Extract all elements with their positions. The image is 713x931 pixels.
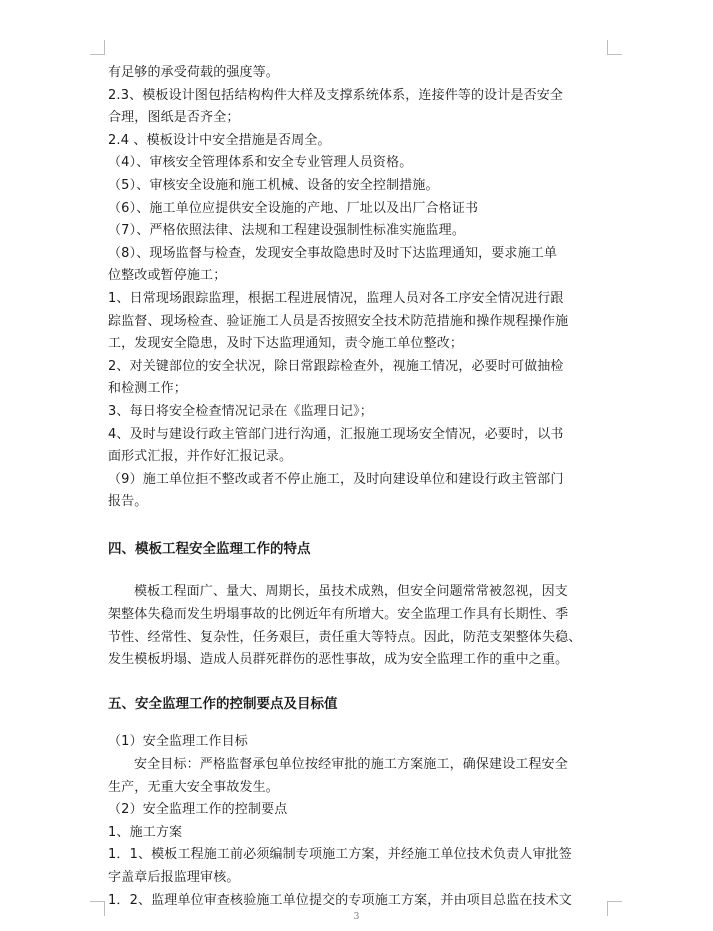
text-line: 报告。 bbox=[108, 494, 148, 510]
text-line: 和检测工作； bbox=[108, 381, 187, 397]
text-line: 2.4 、模板设计中安全措施是否周全。 bbox=[108, 132, 331, 148]
crop-mark-top-right bbox=[607, 40, 622, 55]
text-line: 1．2、监理单位审查核验施工单位提交的专项施工方案，并由项目总监在技术文 bbox=[108, 892, 572, 908]
text-line: 字盖章后报监理审核。 bbox=[108, 870, 240, 885]
text-line: 1、施工方案 bbox=[108, 824, 183, 840]
text-line: 有足够的承受荷载的强度等。 bbox=[108, 65, 279, 80]
text-line: （2）安全监理工作的控制要点 bbox=[108, 802, 288, 818]
page-body bbox=[108, 62, 608, 912]
text-line: （9）施工单位拒不整改或者不停止施工，及时向建设单位和建设行政主管部门 bbox=[108, 471, 564, 487]
text-line: 面形式汇报，并作好汇报记录。 bbox=[108, 449, 293, 465]
text-line: 1．1、模板工程施工前必须编制专项施工方案，并经施工单位技术负责人审批签 bbox=[108, 847, 572, 863]
text-line: 工，发现安全隐患，及时下达监理通知，责令施工单位整改； bbox=[108, 336, 464, 352]
paragraph-line: 节性、经常性、复杂性，任务艰巨，责任重大等特点。因此，防范支架整体失稳、 bbox=[108, 629, 582, 645]
text-line: （5）、审核安全设施和施工机械、设备的安全控制措施。 bbox=[108, 177, 439, 193]
text-line: 合理，图纸是否齐全； bbox=[108, 110, 240, 126]
page-number: 3 bbox=[353, 912, 360, 922]
text-line: 1、日常现场跟踪监理，根据工程进展情况，监理人员对各工序安全情况进行跟 bbox=[108, 290, 564, 306]
paragraph-line: 发生模板坍塌、造成人员群死群伤的恶性事故，成为安全监理工作的重中之重。 bbox=[108, 652, 569, 668]
text-line: 4、及时与建设行政主管部门进行沟通，汇报施工现场安全情况，必要时，以书 bbox=[108, 426, 564, 442]
text-line: （1）安全监理工作目标 bbox=[108, 734, 248, 750]
text-line: 踪监督、现场检查、验证施工人员是否按照安全技术防范措施和操作规程操作施 bbox=[108, 313, 569, 329]
text-line: （7）、严格依照法律、法规和工程建设强制性标准实施监理。 bbox=[108, 223, 465, 239]
text-line: （6）、施工单位应提供安全设施的产地、厂址以及出厂合格证书 bbox=[108, 200, 479, 216]
text-line: 安全目标：严格监督承包单位按经审批的施工方案施工，确保建设工程安全 bbox=[134, 757, 568, 773]
text-line: 3、每日将安全检查情况记录在《监理日记》； bbox=[108, 403, 373, 419]
section-heading-4: 四、模板工程安全监理工作的特点 bbox=[108, 540, 311, 557]
section-heading-5: 五、安全监理工作的控制要点及目标值 bbox=[108, 695, 338, 712]
text-line: 2.3、模板设计图包括结构构件大样及支撑系统体系，连接件等的设计是否安全 bbox=[108, 87, 564, 103]
text-line: 2、对关键部位的安全状况，除日常跟踪检查外，视施工情况，必要时可做抽检 bbox=[108, 358, 564, 374]
text-line: 生产，无重大安全事故发生。 bbox=[108, 779, 279, 795]
paragraph-line: 模板工程面广、量大、周期长，虽技术成熟，但安全问题常常被忽视，因支 bbox=[134, 584, 568, 600]
text-line: 位整改或暂停施工； bbox=[108, 268, 227, 284]
text-line: （4）、审核安全管理体系和安全专业管理人员资格。 bbox=[108, 155, 413, 171]
text-line: （8）、现场监督与检查，发现安全事故隐患时及时下达监理通知，要求施工单 bbox=[108, 245, 558, 261]
crop-mark-top-left bbox=[90, 40, 105, 55]
paragraph-line: 架整体失稳而发生坍塌事故的比例近年有所增大。安全监理工作具有长期性、季 bbox=[108, 607, 569, 623]
